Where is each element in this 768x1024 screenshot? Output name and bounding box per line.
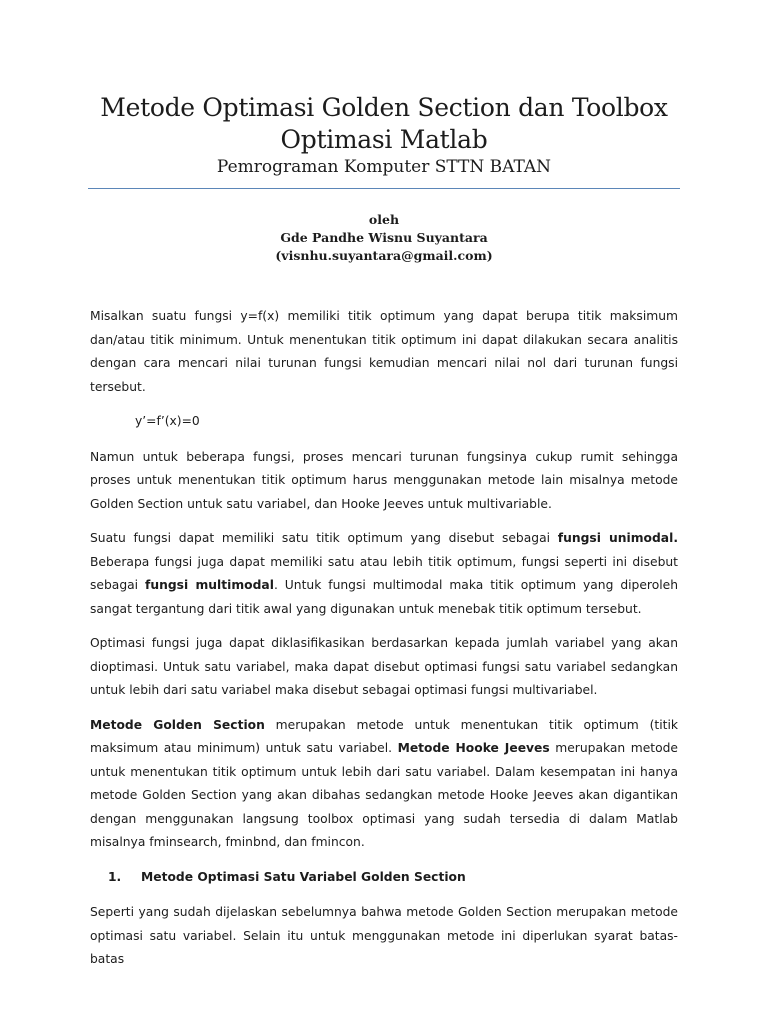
paragraph-6: Seperti yang sudah dijelaskan sebelumnya bahwa metode Golden Section merupakan metode optimasi satu variabel. Selain itu untuk menggunakan metode ini diperlukan syarat batas-batas [90,905,678,966]
paragraph-5 [90,714,678,855]
document-subtitle: Pemrograman Komputer STTN BATAN [216,157,552,177]
byline-label: oleh [368,212,400,227]
author-name: Gde Pandhe Wisnu Suyantara [280,230,488,245]
title-line-1: Metode Optimasi Golden Section dan Toolbox [100,93,668,122]
paragraph-2: Namun untuk beberapa fungsi, proses mencari turunan fungsinya cukup rumit sehingga proses untuk menentukan titik optimum harus menggunakan metode lain misalnya metode Golden Section untuk satu variabel, dan Hooke Jeeves untuk multivariable. [90,449,678,511]
section-title: Metode Optimasi Satu Variabel Golden Section [141,869,466,884]
term-multimodal: fungsi multimodal [145,578,274,592]
paragraph-3 [90,527,678,621]
paragraph-3-text-e: . Untuk fungsi multimodal maka titik optimum yang diperoleh sangat tergantung dari titik awal yang digunakan untuk menebak titik optimum tersebut. [90,578,678,616]
author-email: (visnhu.suyantara@gmail.com) [275,248,493,263]
paragraph-5-text-d: merupakan metode untuk menentukan titik optimum untuk lebih dari satu variabel. Dalam kesempatan ini hanya metode Golden Section yang akan dibahas sedangkan metode Hooke Jeeves akan digantikan dengan menggunakan langsung toolbox optimasi yang sudah tersedia di dalam Matlab misalnya fminsearch, fminbnd, dan fmincon. [90,741,678,849]
paragraph-5-text-b: merupakan metode untuk menentukan titik optimum (titik maksimum atau minimum) untuk satu variabel. [90,717,678,755]
document-page [90,92,678,983]
section-number: 1. [108,869,122,884]
paragraph-4: Optimasi fungsi juga dapat diklasifikasikan berdasarkan kepada jumlah variabel yang akan dioptimasi. Untuk satu variabel, maka dapat disebut optimasi fungsi satu variabel sedangkan untuk lebih dari satu variabel maka disebut sebagai optimasi fungsi multivariabel. [90,636,678,697]
title-divider [88,188,680,189]
document-body [90,305,678,972]
paragraph-3-text-c: Beberapa fungsi juga dapat memiliki satu atau lebih titik optimum, fungsi seperti ini disebut sebagai [90,554,678,592]
paragraph-1: Misalkan suatu fungsi y=f(x) memiliki titik optimum yang dapat berupa titik maksimum dan/atau titik minimum. Untuk menentukan titik optimum ini dapat dilakukan secara analitis dengan cara mencari nilai turunan fungsi kemudian mencari nilai nol dari turunan fungsi tersebut. [90,309,678,394]
title-line-2: Optimasi Matlab [280,125,488,154]
derivative-formula: y’=f’(x)=0 [135,414,200,428]
term-unimodal: fungsi unimodal. [557,531,678,545]
term-hooke-jeeves: Metode Hooke Jeeves [397,741,550,755]
section-heading-1 [108,866,678,890]
author-byline [90,211,678,265]
paragraph-3-text-a: Suatu fungsi dapat memiliki satu titik optimum yang disebut sebagai [90,531,558,545]
term-golden-section: Metode Golden Section [90,717,265,732]
document-title [90,92,678,156]
